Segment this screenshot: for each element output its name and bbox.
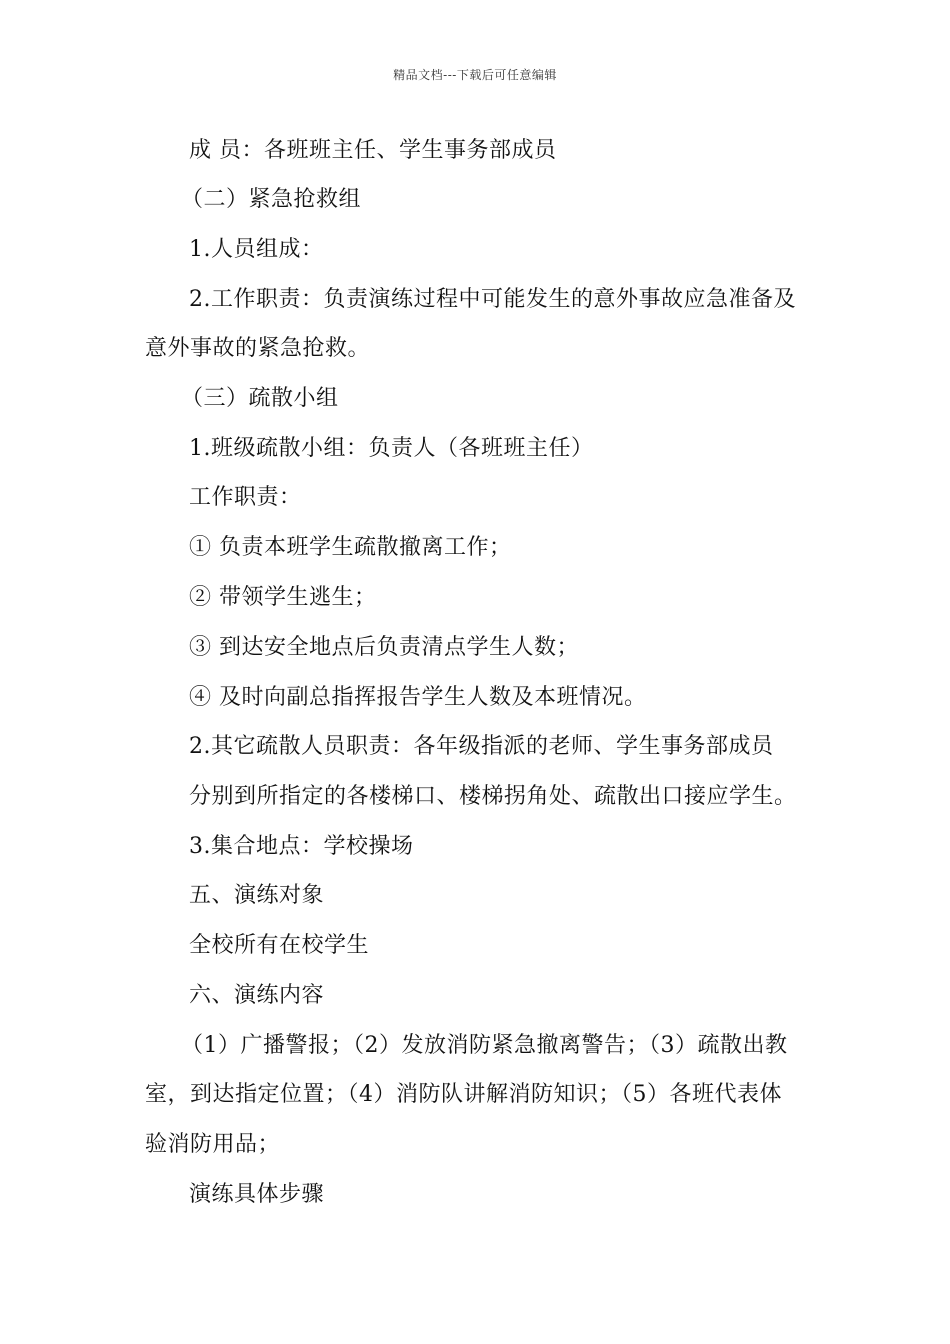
page-header: 精品文档---下载后可任意编辑 [393,68,557,82]
section-heading-emergency-rescue: （二）紧急抢救组 [181,187,362,212]
personnel-composition: 1.人员组成： [189,237,324,262]
work-duties-line-2: 意外事故的紧急抢救。 [145,336,371,361]
other-evacuation-duties-cont: 分别到所指定的各楼梯口、楼梯拐角处、疏散出口接应学生。 [189,784,797,809]
drill-content-line-2: 室，到达指定位置；（4）消防队讲解消防知识；（5）各班代表体 [145,1082,782,1107]
drill-content-line-3: 验消防用品； [145,1132,281,1157]
duty-item-3: ③ 到达安全地点后负责清点学生人数； [189,635,579,660]
drill-target-text: 全校所有在校学生 [189,933,370,958]
section-heading-drill-content: 六、演练内容 [189,983,325,1008]
member-line: 成 员：各班班主任、学生事务部成员 [189,138,557,163]
duty-item-2: ② 带领学生逃生； [189,585,377,610]
section-heading-evacuation: （三）疏散小组 [181,386,339,411]
assembly-point: 3.集合地点：学校操场 [189,834,414,859]
work-duties-line-1: 2.工作职责：负责演练过程中可能发生的意外事故应急准备及 [189,287,796,312]
class-evacuation-group: 1.班级疏散小组：负责人（各班班主任） [189,436,594,461]
work-duties-label: 工作职责： [189,485,302,510]
section-heading-drill-target: 五、演练对象 [189,883,325,908]
drill-content-line-1: （1）广播警报；（2）发放消防紧急撤离警告；（3）疏散出教 [181,1033,788,1058]
other-evacuation-duties: 2.其它疏散人员职责：各年级指派的老师、学生事务部成员 [189,734,774,759]
drill-steps-heading: 演练具体步骤 [189,1182,325,1207]
duty-item-4: ④ 及时向副总指挥报告学生人数及本班情况。 [189,685,647,710]
duty-item-1: ① 负责本班学生疏散撤离工作； [189,535,512,560]
